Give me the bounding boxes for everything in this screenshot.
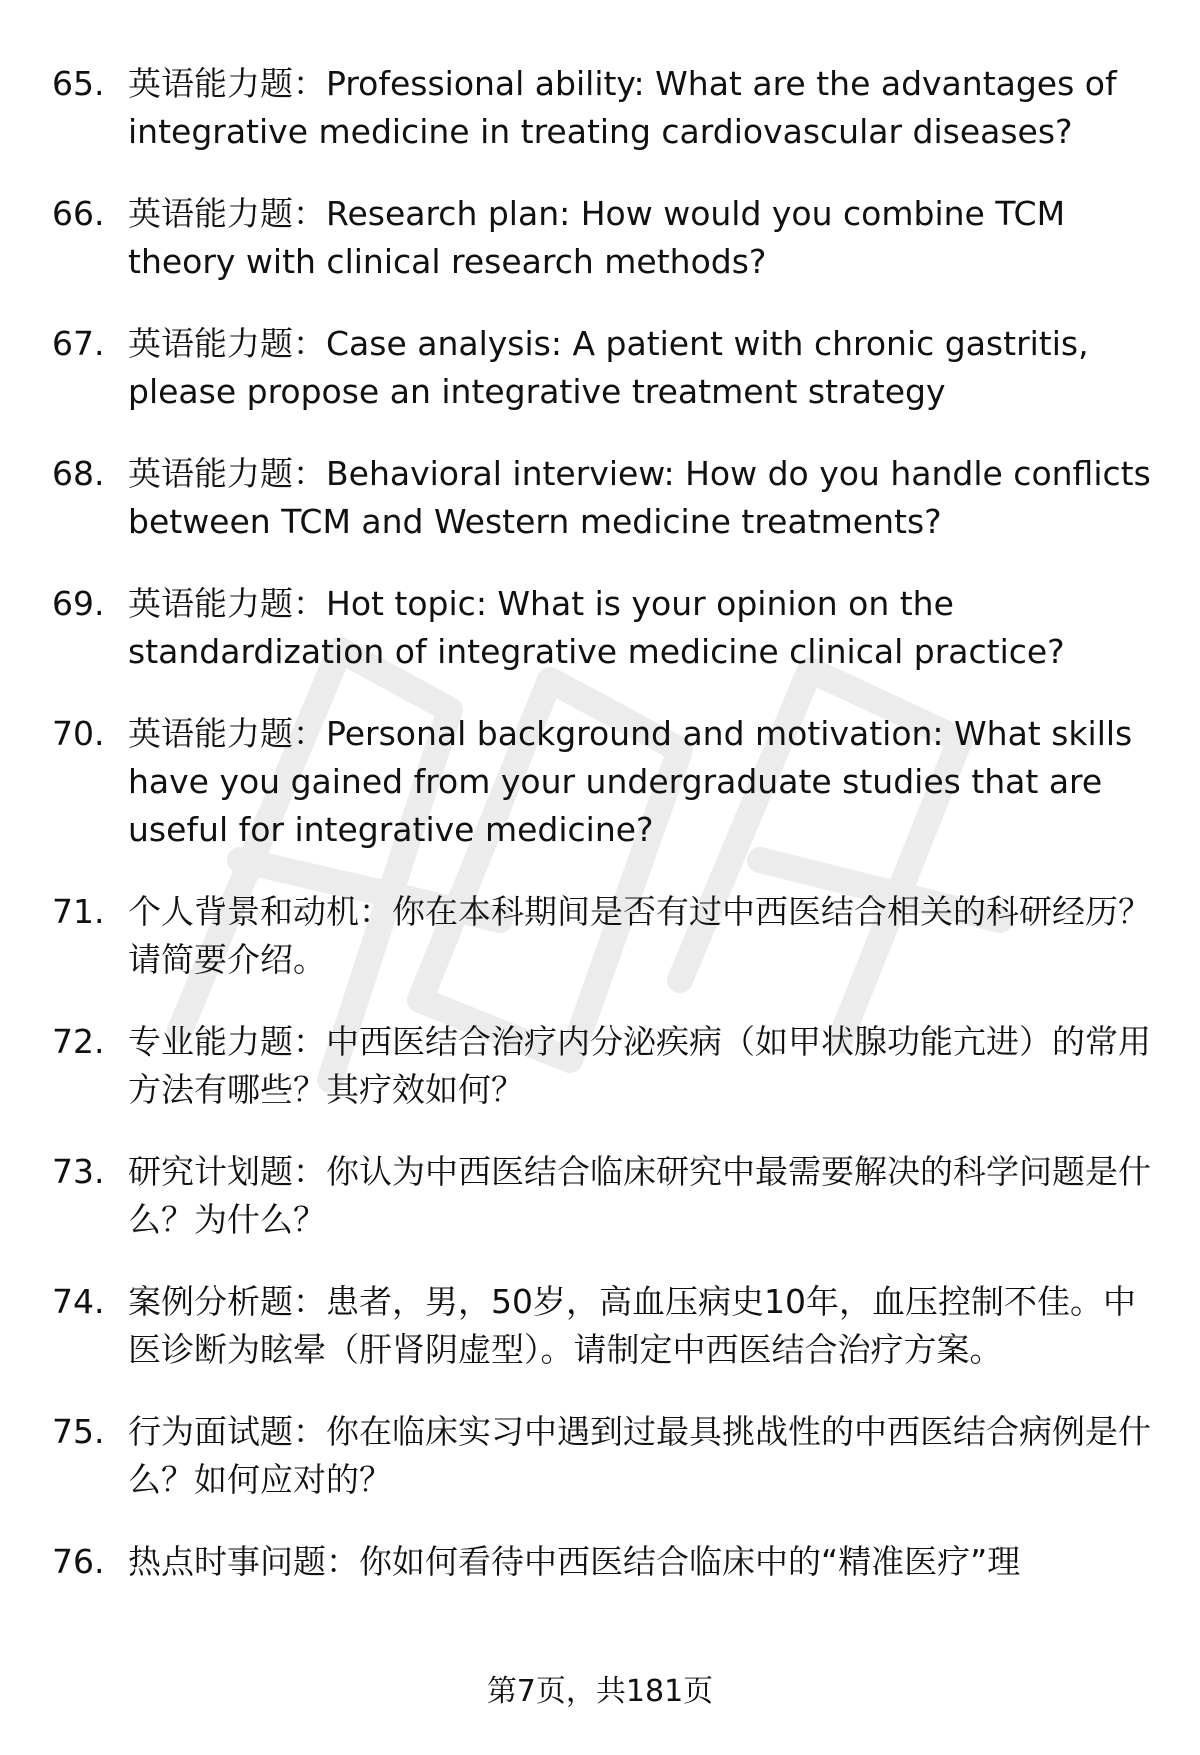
question-number: 76. — [52, 1542, 105, 1581]
question-item — [52, 320, 1162, 416]
question-item — [52, 1538, 1162, 1586]
question-item — [52, 190, 1162, 286]
question-item — [52, 1148, 1162, 1244]
question-item — [52, 1018, 1162, 1114]
question-list — [52, 60, 1162, 1620]
question-text: 英语能力题：Professional ability: What are the advantages of integrative medicine in treating cardiovascular diseases? — [128, 64, 1117, 151]
question-number: 69. — [52, 584, 105, 623]
question-text: 英语能力题：Behavioral interview: How do you handle conflicts between TCM and Western medicine treatments? — [128, 454, 1151, 541]
question-item — [52, 710, 1162, 854]
question-text: 案例分析题：患者，男，50岁，高血压病史10年，血压控制不佳。中医诊断为眩晕（肝肾阴虚型）。请制定中西医结合治疗方案。 — [128, 1282, 1136, 1369]
question-text: 英语能力题：Case analysis: A patient with chronic gastritis, please propose an integrative treatment strategy — [128, 324, 1089, 411]
question-text: 热点时事问题：你如何看待中西医结合临床中的“精准医疗”理 — [128, 1542, 1021, 1581]
question-number: 74. — [52, 1282, 105, 1321]
question-number: 65. — [52, 64, 105, 103]
question-number: 73. — [52, 1152, 105, 1191]
question-item — [52, 1278, 1162, 1374]
question-item — [52, 888, 1162, 984]
page-footer: 第7页，共181页 — [486, 1674, 714, 1709]
question-item — [52, 580, 1162, 676]
question-text: 研究计划题：你认为中西医结合临床研究中最需要解决的科学问题是什么？为什么？ — [128, 1152, 1151, 1239]
question-item — [52, 1408, 1162, 1504]
question-number: 68. — [52, 454, 105, 493]
question-number: 67. — [52, 324, 105, 363]
question-item — [52, 60, 1162, 156]
question-text: 英语能力题：Hot topic: What is your opinion on the standardization of integrative medicine clinical practice? — [128, 584, 1065, 671]
question-text: 英语能力题：Personal background and motivation: What skills have you gained from your undergraduate studies that are useful for integrative medicine? — [128, 714, 1133, 849]
question-text: 英语能力题：Research plan: How would you combine TCM theory with clinical research methods? — [128, 194, 1066, 281]
question-text: 专业能力题：中西医结合治疗内分泌疾病（如甲状腺功能亢进）的常用方法有哪些？其疗效如何？ — [128, 1022, 1151, 1109]
question-text: 个人背景和动机：你在本科期间是否有过中西医结合相关的科研经历？请简要介绍。 — [128, 892, 1151, 979]
question-number: 72. — [52, 1022, 105, 1061]
question-number: 71. — [52, 892, 105, 931]
question-number: 70. — [52, 714, 105, 753]
question-number: 66. — [52, 194, 105, 233]
question-text: 行为面试题：你在临床实习中遇到过最具挑战性的中西医结合病例是什么？如何应对的？ — [128, 1412, 1151, 1499]
question-item — [52, 450, 1162, 546]
question-number: 75. — [52, 1412, 105, 1451]
